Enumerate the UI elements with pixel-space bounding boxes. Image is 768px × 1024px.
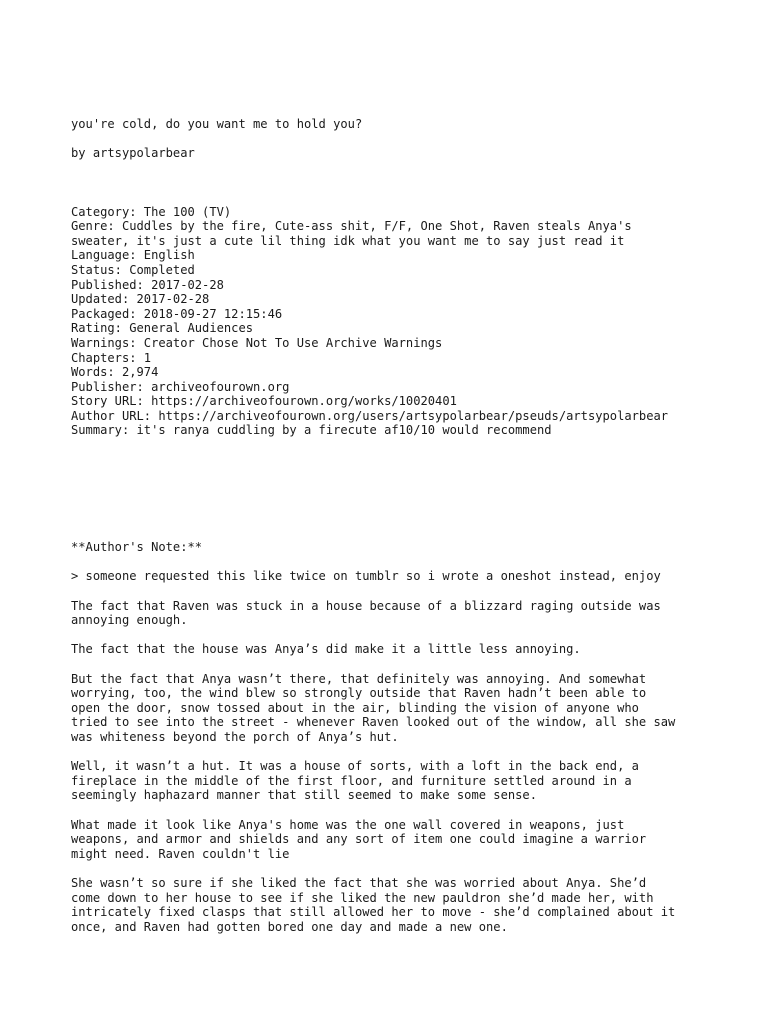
author-note: > someone requested this like twice on tumblr so i wrote a oneshot instead, enjoy (71, 569, 661, 584)
story-body (71, 540, 731, 934)
meta-genre: Genre: Cuddles by the fire, Cute-ass shit, F/F, One Shot, Raven steals Anya's (71, 219, 632, 234)
story-title: you're cold, do you want me to hold you? (71, 117, 363, 131)
meta-category: Category: The 100 (TV) (71, 204, 232, 219)
spacer (71, 161, 731, 205)
spacer (71, 628, 731, 643)
paragraph (71, 759, 731, 803)
meta-words: Words: 2,974 (71, 365, 159, 380)
meta-summary: Summary: it's ranya cuddling by a firecute af10/10 would recommend (71, 423, 552, 438)
paragraph-line: open the door, snow tossed about in the air, blinding the vision of anyone who (71, 700, 639, 715)
meta-status: Status: Completed (71, 262, 195, 277)
spacer (71, 555, 731, 570)
meta-author-url: Author URL: https://archiveofourown.org/users/artsypolarbear/pseuds/artsypolarbear (71, 408, 669, 423)
paragraph-line: annoying enough. (71, 613, 188, 628)
metadata-block (71, 205, 731, 439)
meta-updated: Updated: 2017-02-28 (71, 292, 210, 307)
paragraph-line: once, and Raven had gotten bored one day and made a new one. (71, 919, 508, 934)
paragraph-line: was whiteness beyond the porch of Anya’s hut. (71, 729, 399, 744)
meta-language: Language: English (71, 248, 195, 263)
paragraph-line: The fact that the house was Anya’s did make it a little less annoying. (71, 642, 581, 657)
spacer (71, 803, 731, 818)
paragraph-line: Well, it wasn’t a hut. It was a house of sorts, with a loft in the back end, a (71, 759, 639, 774)
paragraph-line: tried to see into the street - whenever Raven looked out of the window, all she saw (71, 715, 676, 730)
paragraph (71, 876, 731, 934)
paragraph-line: might need. Raven couldn't lie (71, 846, 290, 861)
document-page (71, 117, 731, 934)
paragraph-line: seemingly haphazard manner that still seemed to make some sense. (71, 788, 537, 803)
spacer (71, 438, 731, 540)
paragraph-line: weapons, and armor and shields and any sort of item one could imagine a warrior (71, 832, 647, 847)
spacer (71, 657, 731, 672)
meta-warnings: Warnings: Creator Chose Not To Use Archive Warnings (71, 335, 443, 350)
paragraph-line: What made it look like Anya's home was the one wall covered in weapons, just (71, 817, 625, 832)
paragraph-line: fireplace in the middle of the first floor, and furniture settled around in a (71, 773, 632, 788)
meta-chapters: Chapters: 1 (71, 350, 152, 365)
story-byline: by artsypolarbear (71, 146, 195, 161)
meta-publisher: Publisher: archiveofourown.org (71, 379, 290, 394)
spacer (71, 132, 731, 147)
paragraph (71, 599, 731, 628)
spacer (71, 745, 731, 760)
paragraph (71, 642, 731, 657)
paragraph (71, 818, 731, 862)
paragraph-line: But the fact that Anya wasn’t there, that definitely was annoying. And somewhat (71, 671, 647, 686)
meta-published: Published: 2017-02-28 (71, 277, 224, 292)
meta-story-url: Story URL: https://archiveofourown.org/works/10020401 (71, 394, 457, 409)
meta-genre-continued: sweater, it's just a cute lil thing idk what you want me to say just read it (71, 233, 625, 248)
paragraph-line: intricately fixed clasps that still allowed her to move - she’d complained about it (71, 905, 676, 920)
paragraph-line: come down to her house to see if she liked the new pauldron she’d made her, with (71, 890, 654, 905)
paragraph (71, 672, 731, 745)
spacer (71, 584, 731, 599)
spacer (71, 861, 731, 876)
paragraph-line: She wasn’t so sure if she liked the fact that she was worried about Anya. She’d (71, 875, 647, 890)
meta-rating: Rating: General Audiences (71, 321, 254, 336)
meta-packaged: Packaged: 2018-09-27 12:15:46 (71, 306, 283, 321)
paragraph-line: worrying, too, the wind blew so strongly outside that Raven hadn’t been able to (71, 686, 647, 701)
paragraph-line: The fact that Raven was stuck in a house because of a blizzard raging outside was (71, 598, 661, 613)
author-note-heading: **Author's Note:** (71, 540, 203, 555)
